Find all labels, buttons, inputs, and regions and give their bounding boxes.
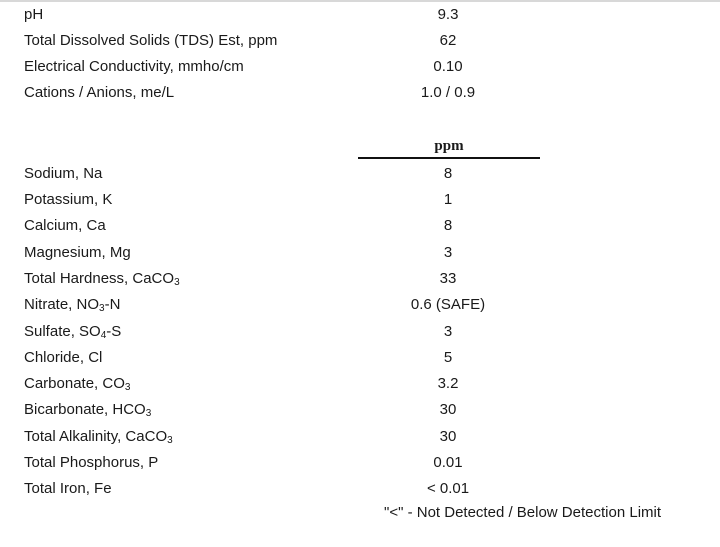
row-label: Potassium, K: [24, 191, 113, 208]
row-label: Electrical Conductivity, mmho/cm: [24, 58, 244, 75]
row-value: 3: [443, 323, 453, 340]
row-label: [24, 372, 130, 396]
row-label: [24, 267, 180, 291]
row-label: Chloride, Cl: [24, 349, 103, 366]
label-suffix: -N: [104, 296, 121, 313]
row-label: [24, 425, 173, 449]
row-label: Total Dissolved Solids (TDS) Est, ppm: [24, 32, 278, 49]
analyte-row-bicarbonate: [0, 398, 720, 422]
row-value: 30: [439, 428, 457, 445]
label-subscript: 3: [174, 277, 180, 288]
label-text: Bicarbonate, HCO: [24, 401, 146, 418]
row-value: 8: [443, 165, 453, 182]
label-subscript: 3: [99, 303, 105, 314]
summary-row-cations-anions: [0, 81, 720, 105]
row-value: 1: [443, 191, 453, 208]
label-subscript: 3: [167, 435, 173, 446]
summary-row-ph: [0, 3, 720, 27]
row-label: Total Iron, Fe: [24, 480, 112, 497]
label-subscript: 3: [124, 382, 131, 393]
analyte-row-calcium: [0, 214, 720, 238]
analyte-row-potassium: [0, 188, 720, 212]
row-value: 5: [443, 349, 453, 366]
analyte-row-carbonate: [0, 372, 720, 396]
row-value: 0.6 (SAFE): [410, 296, 486, 313]
row-value: 0.10: [433, 58, 463, 75]
top-divider: [0, 0, 720, 2]
row-label: [24, 398, 151, 422]
label-text: Total Hardness, CaCO: [24, 270, 175, 287]
row-value: 30: [439, 401, 457, 418]
header-underline: [358, 157, 540, 159]
analyte-row-nitrate: [0, 293, 720, 317]
row-value: 8: [443, 217, 453, 234]
row-value: 62: [439, 32, 457, 49]
row-value: 33: [439, 270, 457, 287]
summary-row-conductivity: [0, 55, 720, 79]
row-label: [24, 293, 120, 317]
label-subscript: 3: [145, 408, 152, 419]
analyte-row-sulfate: [0, 320, 720, 344]
row-value: < 0.01: [426, 480, 470, 497]
analyte-row-total-iron: [0, 477, 720, 501]
label-text: Total Alkalinity, CaCO: [24, 428, 168, 445]
analyte-row-total-alkalinity: [0, 425, 720, 449]
row-label: pH: [24, 6, 44, 23]
summary-row-tds: [0, 29, 720, 53]
ppm-column-header: ppm: [434, 138, 464, 154]
label-suffix: -S: [106, 323, 122, 340]
row-label: [24, 320, 121, 344]
row-label: Calcium, Ca: [24, 217, 106, 234]
analyte-row-chloride: [0, 346, 720, 370]
label-text: Carbonate, CO: [24, 375, 125, 392]
row-value: 1.0 / 0.9: [420, 84, 476, 101]
row-label: Magnesium, Mg: [24, 244, 131, 261]
analyte-row-total-hardness: [0, 267, 720, 291]
row-value: 3.2: [437, 375, 459, 392]
label-subscript: 4: [100, 330, 107, 341]
row-value: 0.01: [433, 454, 463, 471]
row-label: Cations / Anions, me/L: [24, 84, 175, 101]
row-label: Sodium, Na: [24, 165, 103, 182]
detection-limit-footnote: "<" - Not Detected / Below Detection Limit: [384, 504, 662, 521]
row-value: 3: [443, 244, 453, 261]
row-value: 9.3: [437, 6, 459, 23]
analyte-row-sodium: [0, 162, 720, 186]
analyte-row-total-phosphorus: [0, 451, 720, 475]
row-label: Total Phosphorus, P: [24, 454, 159, 471]
analyte-row-magnesium: [0, 241, 720, 265]
label-text: Sulfate, SO: [24, 323, 101, 340]
label-text: Nitrate, NO: [24, 296, 100, 313]
